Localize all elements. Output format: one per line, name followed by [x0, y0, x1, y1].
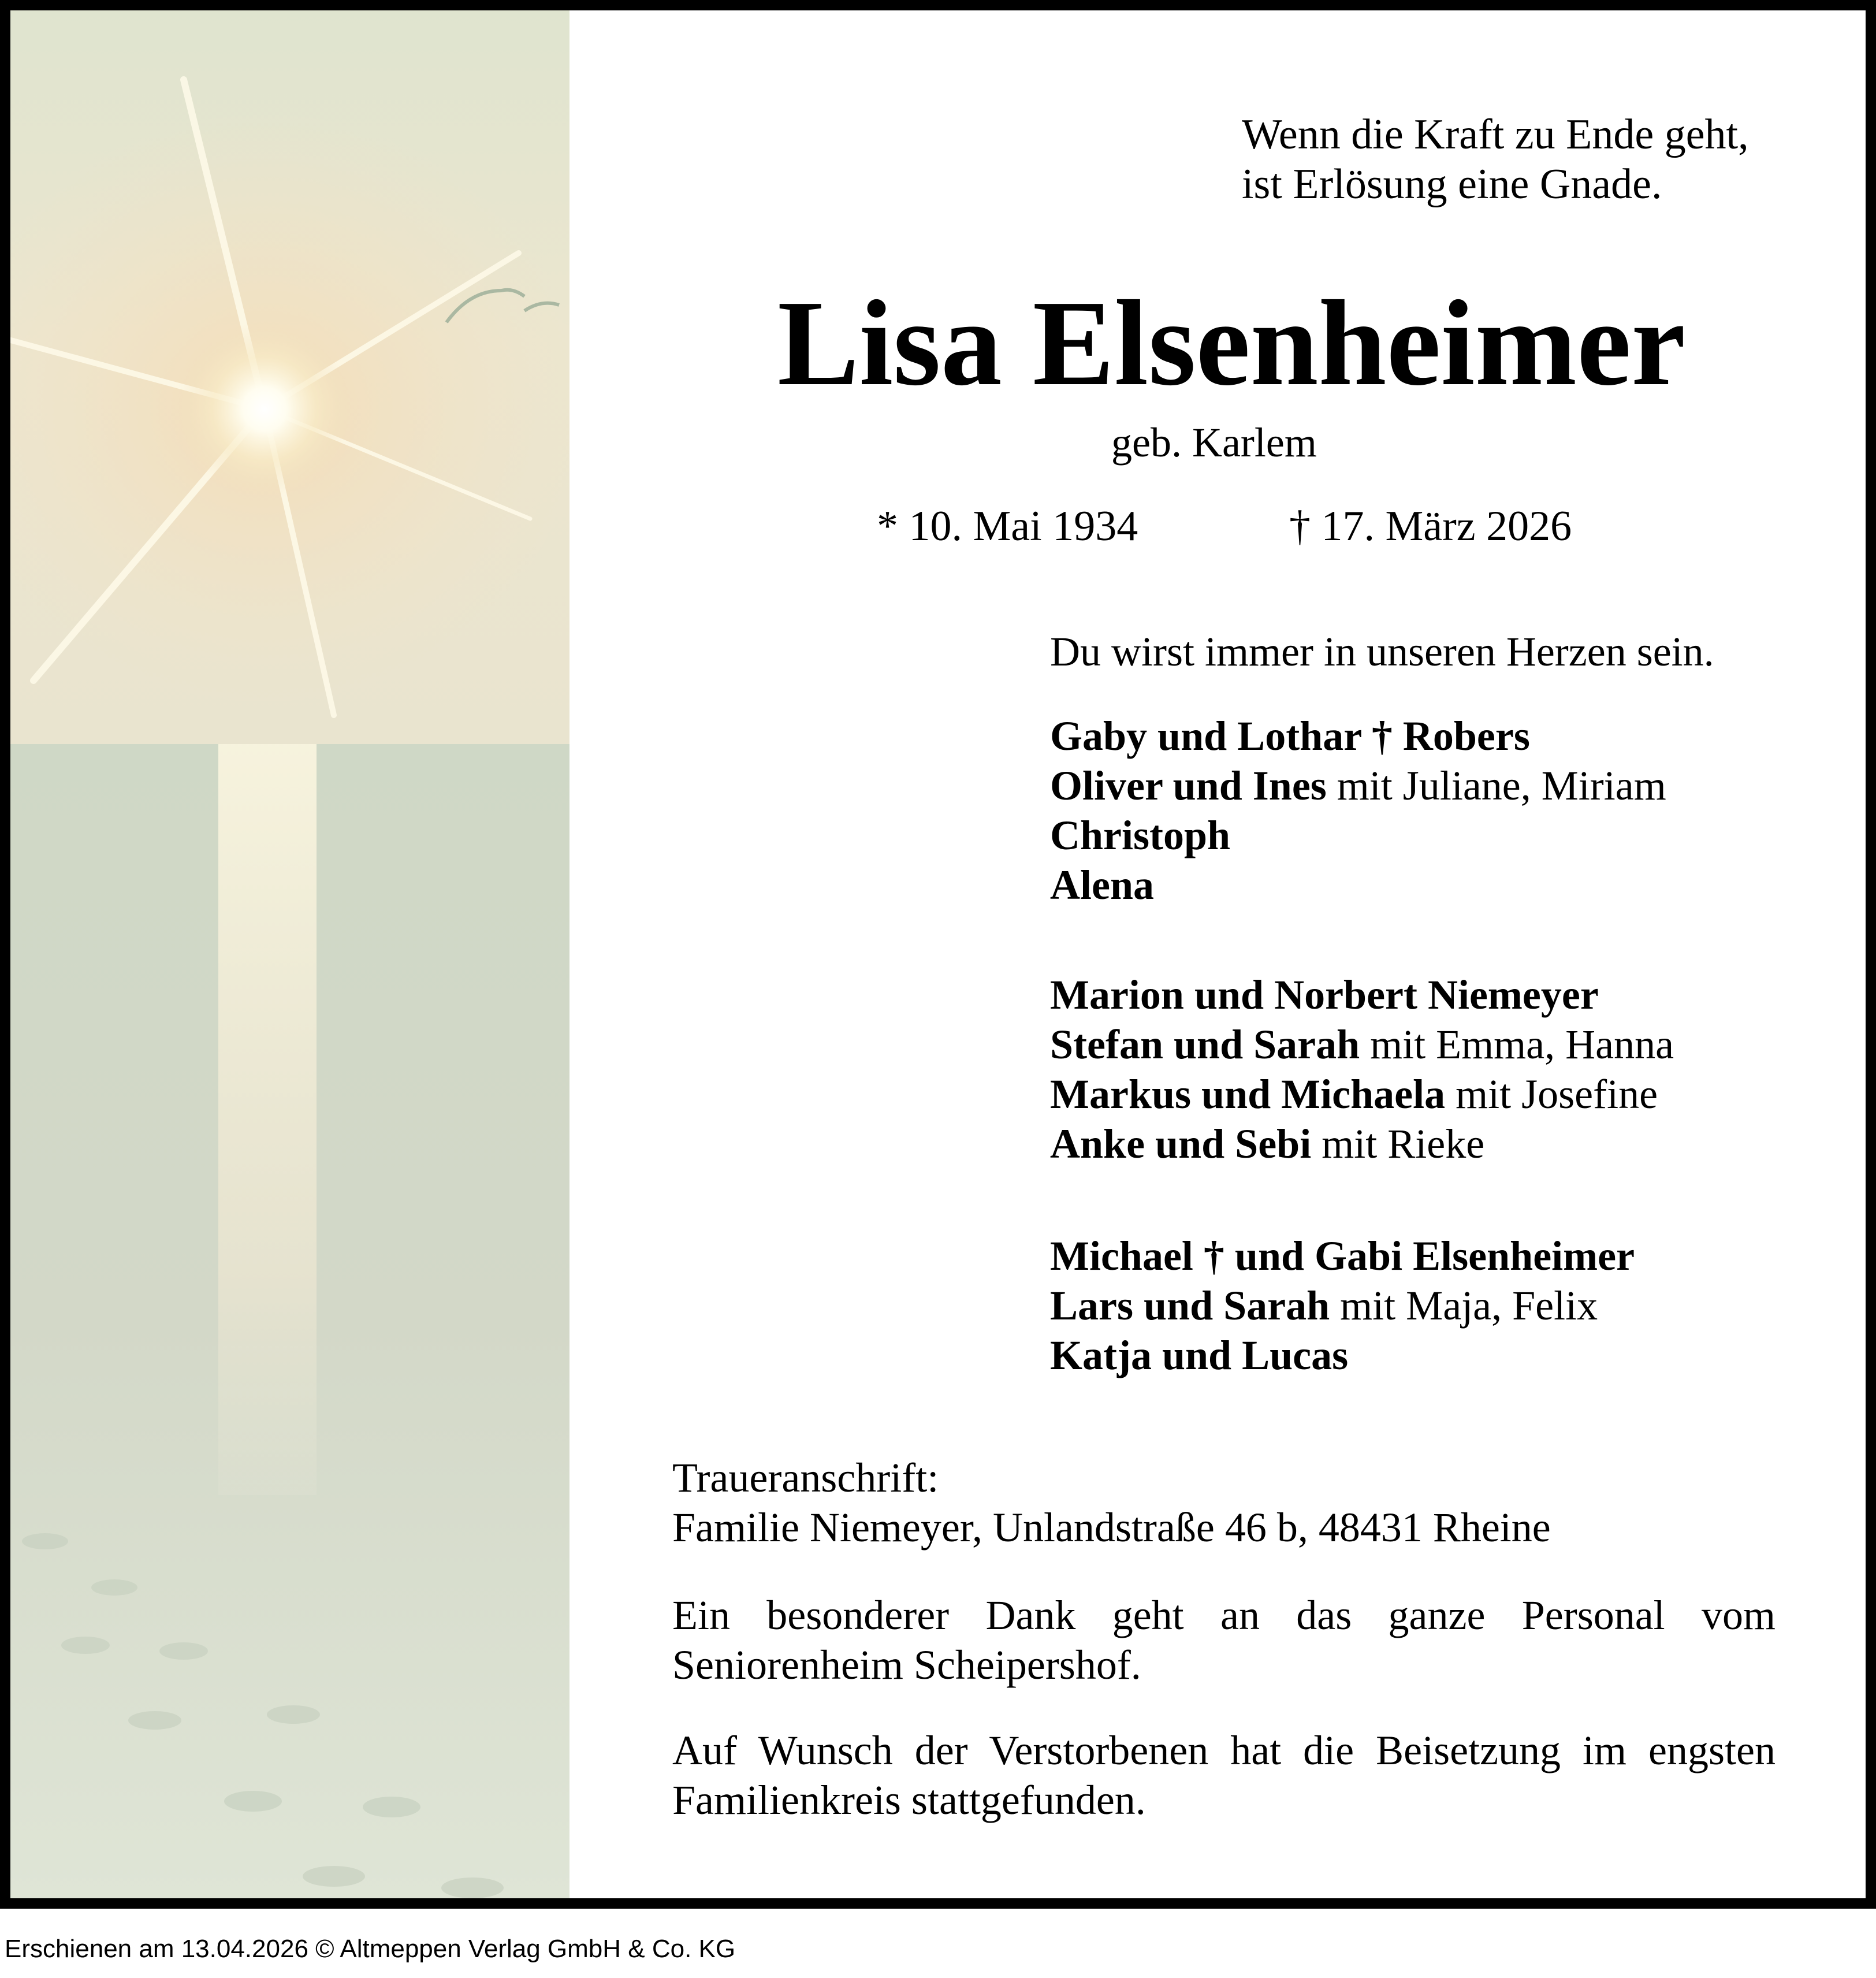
burial-line-2: Familienkreis stattgefunden.: [672, 1777, 1146, 1823]
mourner-line: Katja und Lucas: [1050, 1332, 1349, 1378]
address-label: Traueranschrift:: [672, 1455, 939, 1501]
mourner-line: Lars und Sarah mit Maja, Felix: [1050, 1282, 1598, 1329]
sunset-sea-image: [10, 10, 570, 1898]
mourner-line: Gaby und Lothar † Robers: [1050, 713, 1530, 759]
publication-footer: Erschienen am 13.04.2026 © Altmeppen Verlag GmbH & Co. KG: [5, 1935, 736, 1963]
mourner-line: Alena: [1050, 862, 1154, 908]
death-date: † 17. März 2026: [1289, 503, 1572, 550]
mourner-line: Oliver und Ines mit Juliane, Miriam: [1050, 763, 1666, 809]
tribute-line: Du wirst immer in unseren Herzen sein.: [1050, 629, 1714, 675]
mourner-line: Michael † und Gabi Elsenheimer: [1050, 1233, 1635, 1279]
mourner-line: Stefan und Sarah mit Emma, Hanna: [1050, 1021, 1674, 1068]
birth-date: * 10. Mai 1934: [877, 503, 1138, 550]
mourner-line: Anke und Sebi mit Rieke: [1050, 1121, 1485, 1167]
quote-line-2: ist Erlösung eine Gnade.: [1242, 161, 1662, 208]
deceased-name: Lisa Elsenheimer: [777, 275, 1686, 411]
burial-line-1: Auf Wunsch der Verstorbenen hat die Beisetzung im engsten: [672, 1727, 1776, 1773]
maiden-name: geb. Karlem: [1111, 419, 1317, 466]
mourner-line: Christoph: [1050, 812, 1231, 858]
address: Familie Niemeyer, Unlandstraße 46 b, 48431 Rheine: [672, 1504, 1551, 1551]
thanks-line-1: Ein besonderer Dank geht an das ganze Personal vom: [672, 1592, 1776, 1638]
thanks-line-2: Seniorenheim Scheipershof.: [672, 1642, 1141, 1688]
mourner-line: Marion und Norbert Niemeyer: [1050, 972, 1599, 1018]
quote-line-1: Wenn die Kraft zu Ende geht,: [1242, 111, 1749, 158]
mourner-line: Markus und Michaela mit Josefine: [1050, 1071, 1658, 1117]
